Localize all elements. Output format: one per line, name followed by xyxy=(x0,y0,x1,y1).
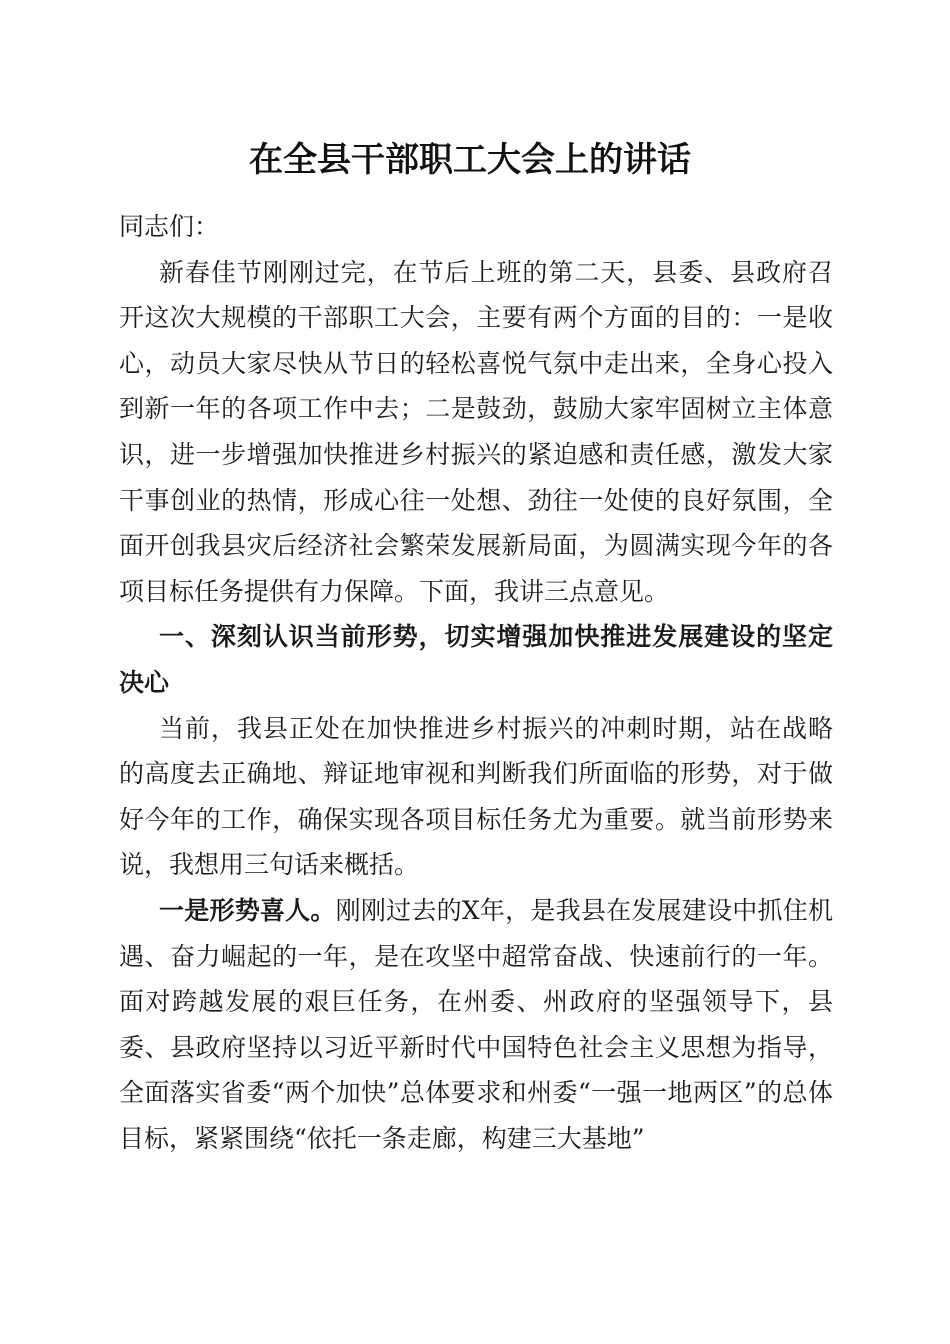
section-1-paragraph: 当前，我县正处在加快推进乡村振兴的冲刺时期，站在战略的高度去正确地、辩证地审视和判断我们所面临的形势，对于做好今年的工作，确保实现各项目标任务尤为重要。就当前形势来说，我想用三句话来概括。 xyxy=(119,713,833,880)
point-1-lead: 一是形势喜人。 xyxy=(159,895,336,925)
point-1-paragraph xyxy=(119,888,833,1162)
section-1-heading: 一、深刻认识当前形势，切实增强加快推进发展建设的坚定决心 xyxy=(119,622,833,697)
intro-paragraph: 新春佳节刚刚过完，在节后上班的第二天，县委、县政府召开这次大规模的干部职工大会，主要有两个方面的目的：一是收心，动员大家尽快从节日的轻松喜悦气氛中走出来，全身心投入到新一年的各项工作中去；二是鼓劲，鼓励大家牢固树立主体意识，进一步增强加快推进乡村振兴的紧迫感和责任感，激发大家干事创业的热情，形成心往一处想、劲往一处使的良好氛围，全面开创我县灾后经济社会繁荣发展新局面，为圆满实现今年的各项目标任务提供有力保障。下面，我讲三点意见。 xyxy=(119,257,833,606)
document-title: 在全县干部职工大会上的讲话 xyxy=(249,140,691,180)
document-body xyxy=(119,204,833,1161)
salutation: 同志们： xyxy=(119,212,220,241)
point-1-text: 刚刚过去的X年，是我县在发展建设中抓住机遇、奋力崛起的一年，是在攻坚中超常奋战、快速前行的一年。面对跨越发展的艰巨任务，在州委、州政府的坚强领导下，县委、县政府坚持以习近平新时代中国特色社会主义思想为指导，全面落实省委“两个加快”总体要求和州委“一强一地两区”的总体目标，紧紧围绕“依托一条走廊，构建三大基地” xyxy=(119,895,833,1153)
